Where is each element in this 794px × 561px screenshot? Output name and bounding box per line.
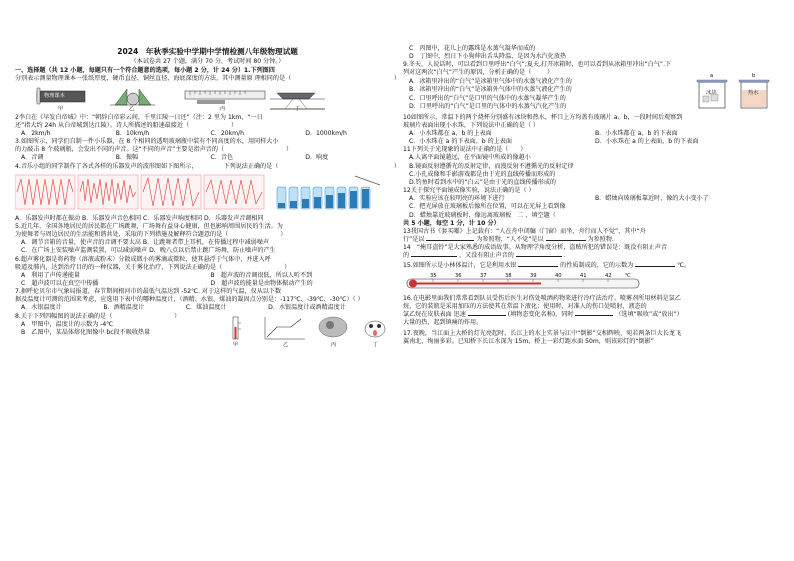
- q2-option-d[interactable]: D．1000km/h: [305, 129, 347, 137]
- q1-diagram: [15, 85, 400, 113]
- q6-stem-2: 吸道及肺内，达到治疗目的的一种仪器，关于雾化治疗，下列说法正确的是（ ）: [15, 263, 291, 271]
- right-column: [403, 45, 781, 347]
- q9-stem-2: 列对这两次“白气”产生的原因，分析正确的是（ ）: [403, 69, 554, 77]
- q17-stem-2: 翼南北，绚丽多彩。已知桥下长江水深为 15m，桥上一彩灯距水面 50m，则该彩灯的“倒影”: [403, 338, 654, 346]
- q8-option-a[interactable]: A 甲图中，温度计的示数为 -4℃: [21, 320, 114, 328]
- thermo-tick-39: 39: [530, 272, 537, 279]
- q15-blank-1[interactable]: [518, 266, 558, 267]
- q10-option-c[interactable]: C．小水珠在 a 的下表面，b 的上表面: [409, 138, 512, 146]
- q13-blank-1[interactable]: [426, 240, 474, 241]
- left-column: [15, 0, 400, 351]
- fig10-label-ice: 冰块: [706, 89, 717, 96]
- paper-title: 2024 年秋季实验中学期中学情检测八年级物理试题: [117, 47, 298, 56]
- q15-thermometer: [403, 273, 781, 293]
- q3-options: [15, 154, 400, 162]
- q2-options: [15, 130, 400, 138]
- paper-subtitle: （本试卷共 27 个题，满分 70 分，考试时间 80 分钟。）: [130, 58, 285, 66]
- q16-blank-1[interactable]: [468, 315, 506, 316]
- q3-stem-2: 的力敲击 8 个玻璃瓶，会发出不同的声音。这“不同的声音”主要是指声音的（ ）: [15, 146, 293, 154]
- fig10-label-a: a: [710, 72, 714, 79]
- q1-figure: [15, 85, 400, 113]
- q15-blank-2[interactable]: [635, 266, 675, 267]
- q4-figure: [15, 173, 400, 213]
- fig1-label-b: 乙: [129, 105, 135, 112]
- q16-stem-1: 16.在电影里面我们常常看到队员受伤后医生对伤处喷洒药物来进行冷疗法治疗。喷雾剂所用材料是氯乙: [403, 294, 681, 302]
- q8-block: [15, 321, 400, 351]
- q2-option-c[interactable]: C．20km/h: [210, 129, 244, 137]
- fig8-label-b: 乙: [283, 341, 289, 348]
- q10-stem-1: 10如图所示，常温下的两个烧杯分别盛有冰块和热水，杯口上方均盖有玻璃片 a、b，一段时间后观察到: [403, 113, 683, 121]
- fig1-label-d: 丁: [295, 105, 301, 112]
- q13-stem-1: 13我国古书《套买曜》上记载有：“人在舟中闭牖（门窗）而坐，舟行而人不觉”，其中“舟: [403, 227, 646, 235]
- q15-stem: 15.如图所示是小林体温计，它是利用水银 的性质制成的，它的示数为 ℃。: [403, 262, 691, 270]
- q9-stem-1: 9.冬天，人说话时，可以看到口里呼出“白气”;夏天,打开冰箱时，也可以看到从冰箱里冲出“白气”.下: [403, 61, 672, 69]
- fig10-label-b: b: [752, 72, 756, 79]
- q10-option-d[interactable]: D．小水珠在 a 的上表面，b 的下表面: [595, 138, 699, 146]
- q10-option-a[interactable]: A．小水珠都在 a、b 的上表面: [409, 129, 492, 137]
- q4-options: A．乐器发声时都在振动 B．乐器发声音色相同 C．乐器发声响度相同 D．乐器发声音调相同: [15, 214, 264, 222]
- q1-stem: 分别表示测量物理课本一张纸厚度、硬币直径、铜丝直径、海底深度的方法，其中测量原 理相同的是（ ）: [15, 75, 400, 83]
- q6-option-c[interactable]: C 超声波可以在真空中传播: [21, 279, 99, 287]
- q17-stem-1: 17.夜晚，当江面上大桥的灯光亮起时，长江上的水上实景与江中“倒影”交相辉映，宛若两条巨大长龙飞: [403, 330, 682, 338]
- q2-option-a[interactable]: A．2km/h: [21, 129, 51, 137]
- q5-stem-1: 5.近几年，全国各地居民的居民都在广场跳舞，广场舞有益身心健康，但也影响周围居民的生活。为: [15, 222, 283, 230]
- thermo-tick-40: 40: [555, 272, 562, 279]
- q6-option-a[interactable]: A 利用了声传递能量: [21, 271, 81, 279]
- thermo-unit: ℃: [625, 272, 631, 279]
- q5-option-cd: C．在广场上安装噪声监测装置，可以减弱噪声 D．晚八点以后禁止跳广场舞，防止噪声的产生: [21, 247, 276, 255]
- q6-stem-1: 6.超声雾化器是将药物（溶液或粉末）分散成微小的雾滴或微粒，使其悬浮于气体中，并进入呼: [15, 255, 271, 263]
- q14-stem-2: 的 ，又没有阻止声音的 .: [403, 252, 566, 260]
- q10-stem-2: 玻璃片表面出现小水珠，下列说法中正确的是（ ）: [403, 121, 539, 129]
- q6-options-1: [15, 272, 400, 280]
- q14-blank-1[interactable]: [411, 256, 457, 257]
- fig8-label-d: 丁: [373, 341, 379, 348]
- thermo-tick-37: 37: [480, 272, 487, 279]
- q9-option-b[interactable]: B．冰箱里冲出的“白气”是冰箱外气体中的水蒸气液化产生的: [409, 85, 572, 93]
- q3-option-a[interactable]: A．音调: [21, 154, 44, 162]
- q7-stem-2: 据及温度计可测的范围来考虑，应选用下表中的哪种温度计，（酒精、水银、煤油的凝固点分别是：-117℃、-39℃、-30℃）（ ）: [15, 296, 364, 304]
- q16-blank-2[interactable]: [575, 315, 613, 316]
- q11-option-d[interactable]: D.钓鱼时看到水中的“白云”是由于光的直线传播形成的: [409, 178, 557, 186]
- fig1-label-c: 丙: [220, 105, 226, 112]
- q3-option-c[interactable]: C．音色: [210, 154, 234, 162]
- q7-options: [15, 304, 400, 312]
- q11-option-a[interactable]: A.人离平面镜越远，在平面镜中所成的像越小: [409, 154, 531, 162]
- q7-option-d[interactable]: D．水银温度计或酒精温度计: [268, 304, 346, 312]
- q11-option-c[interactable]: C.小孔成像和手影游戏都是由于光的直线传播而形成的: [409, 170, 556, 178]
- q5-stem-2: 为使舞者与周边居民的生活能和谐共处，采取的下列措施及解释符合题意的是（ ）: [15, 231, 287, 239]
- q14-blank-2[interactable]: [516, 256, 562, 257]
- q7-option-c[interactable]: C．煤油温度计: [185, 304, 227, 312]
- section-1-intro: 一、选择题（共 12 小题，每题只有一个符合题意的选项，每小题 2 分，计 24 分）1.下列图四: [15, 67, 275, 75]
- q5-option-ab: A．调节音箱的音量，使声音的音调不要太高 B．让跳舞者带上耳机，在传播过程中减弱噪声: [21, 239, 269, 247]
- thermo-tick-35: 35: [430, 272, 437, 279]
- q7-option-b[interactable]: B．酒精温度计: [103, 304, 145, 312]
- q3-option-d[interactable]: D．响度: [305, 154, 329, 162]
- q9-option-a[interactable]: A．冰箱里冲出的“白气”是冰箱里气体中的水蒸气液化产生的: [409, 77, 572, 85]
- q13-stem-2: 行”是以 为参照物，“人不觉”是以 为参照物.: [403, 235, 614, 243]
- q12-option-d[interactable]: D．蜡烛靠近玻璃板时，像远离玻璃板 二 、填空题（: [409, 211, 556, 219]
- q10-options-1: [403, 130, 781, 138]
- thermo-tick-36: 36: [455, 272, 462, 279]
- q12-option-a[interactable]: A．实验应该在较明亮的环境下进行: [409, 195, 505, 203]
- book-label: 物理课本: [44, 92, 65, 99]
- q3-option-b[interactable]: B．振幅: [115, 154, 139, 162]
- q13-blank-2[interactable]: [546, 240, 586, 241]
- q6-option-d[interactable]: D 超声波的能量是由物体振动产生的: [210, 279, 313, 287]
- q16-stem-2: 烷，它的装瓶是采用加压的方法使其在常温下液化；使用时，对准人的伤口处喷射，液态的: [403, 302, 647, 310]
- q11-option-b[interactable]: B.镜面反射遵循光的反射定律，而漫反射不遵循光的反射定律: [409, 162, 574, 170]
- q4-stem: 4.音乐小组的同学制作了各式各样的乐器发声的波形图如下图所示， 下列说法正确的是（ ）: [15, 162, 400, 170]
- fig10-label-hot: 热水: [748, 89, 759, 96]
- q12-stem: 12关于探究平面镜成像实验，说法正确的是（ ）: [403, 187, 535, 195]
- section-2-intro: 共 5 小题，每空 1 分，计 10 分）: [403, 219, 500, 227]
- q9-option-c[interactable]: C．口里呼出的“白气”是口里的气体中的水蒸气凝华产生的: [409, 94, 566, 102]
- q12-option-b[interactable]: B．蜡烛向玻璃板靠近时，像的大小变小了: [595, 195, 709, 203]
- fig1-label-a: 甲: [58, 105, 64, 112]
- thermo-tick-38: 38: [505, 272, 512, 279]
- q16-stem-4: 大量的热，起到镇痛的作用。: [403, 319, 483, 327]
- q11-stem: 11下列关于光现象的说法中正确的是（ ）: [403, 146, 527, 154]
- q2-option-b[interactable]: B．10km/h: [115, 129, 150, 137]
- fig8-label-a: 甲: [233, 341, 239, 348]
- thermo-tick-42: 42: [605, 272, 612, 279]
- q9-option-d[interactable]: D．口里呼出的“白气”是口里的气体中的水蒸气汽化产生的: [409, 102, 567, 110]
- q12-option-c[interactable]: C．把光屏放在玻璃板后像所在位置，可以在光屏上看到像: [409, 203, 566, 211]
- q8-option-b[interactable]: B 乙图中，某晶体熔化图像中 bc段不吸收热量: [21, 328, 151, 336]
- q6-options-2: [15, 280, 400, 288]
- q7-stem-1: 7.据呼伦贝尔市气象局报道，春节期间根河市的最低气温达到 -52℃. 对于这样的气温，仅从以下数: [15, 288, 282, 296]
- q16-stem-3: 氯乙烷在皮肤表面 迅速 (填物态变化名称)，同时 （选填“吸收”或“放出”）: [403, 310, 683, 318]
- q2-stem-1: 2李白在《早发白帝城》中：“朝辞白帝彩云间，千里江陵一日还”（注：2 里为 1km，“一日: [15, 113, 263, 121]
- q8-figures: [225, 315, 400, 345]
- q6-option-b[interactable]: B 超声波的音调很低，所以人听不到: [210, 271, 313, 279]
- q4-waveforms: [15, 173, 400, 213]
- q8-option-d[interactable]: D 丁图中，烈日下小狗伸出舌头降温，是因为水汽化放热: [409, 53, 567, 61]
- q8-stem: 8.关于下列四幅图的说法正确的是（ ）: [15, 312, 181, 320]
- thermo-tick-41: 41: [580, 272, 587, 279]
- fig8-label-c: 丙: [331, 341, 337, 348]
- q8-option-c[interactable]: C 丙图中，花儿上的露珠是水蒸气凝华而成的: [409, 45, 536, 52]
- q14-stem-1: 14 “掩耳盗铃”是大家熟悉的成语故事。从物理学角度分析，盗贼所犯的错误是：既没有阻止声音: [403, 244, 667, 252]
- q7-option-a[interactable]: A．水银温度计: [21, 304, 62, 312]
- q10-option-b[interactable]: B．小水珠都在 a、b 的下表面: [595, 129, 678, 137]
- q3-stem-1: 3.如图所示，同学们自制一件小乐器，在 8 个相同的透明玻璃瓶中装有不同高度的水，用同样大小: [15, 138, 279, 146]
- q2-stem-2: 还”指大约 24h 从白帝城到达江陵）。诗人所描述的船速最接近（ ）: [15, 121, 238, 129]
